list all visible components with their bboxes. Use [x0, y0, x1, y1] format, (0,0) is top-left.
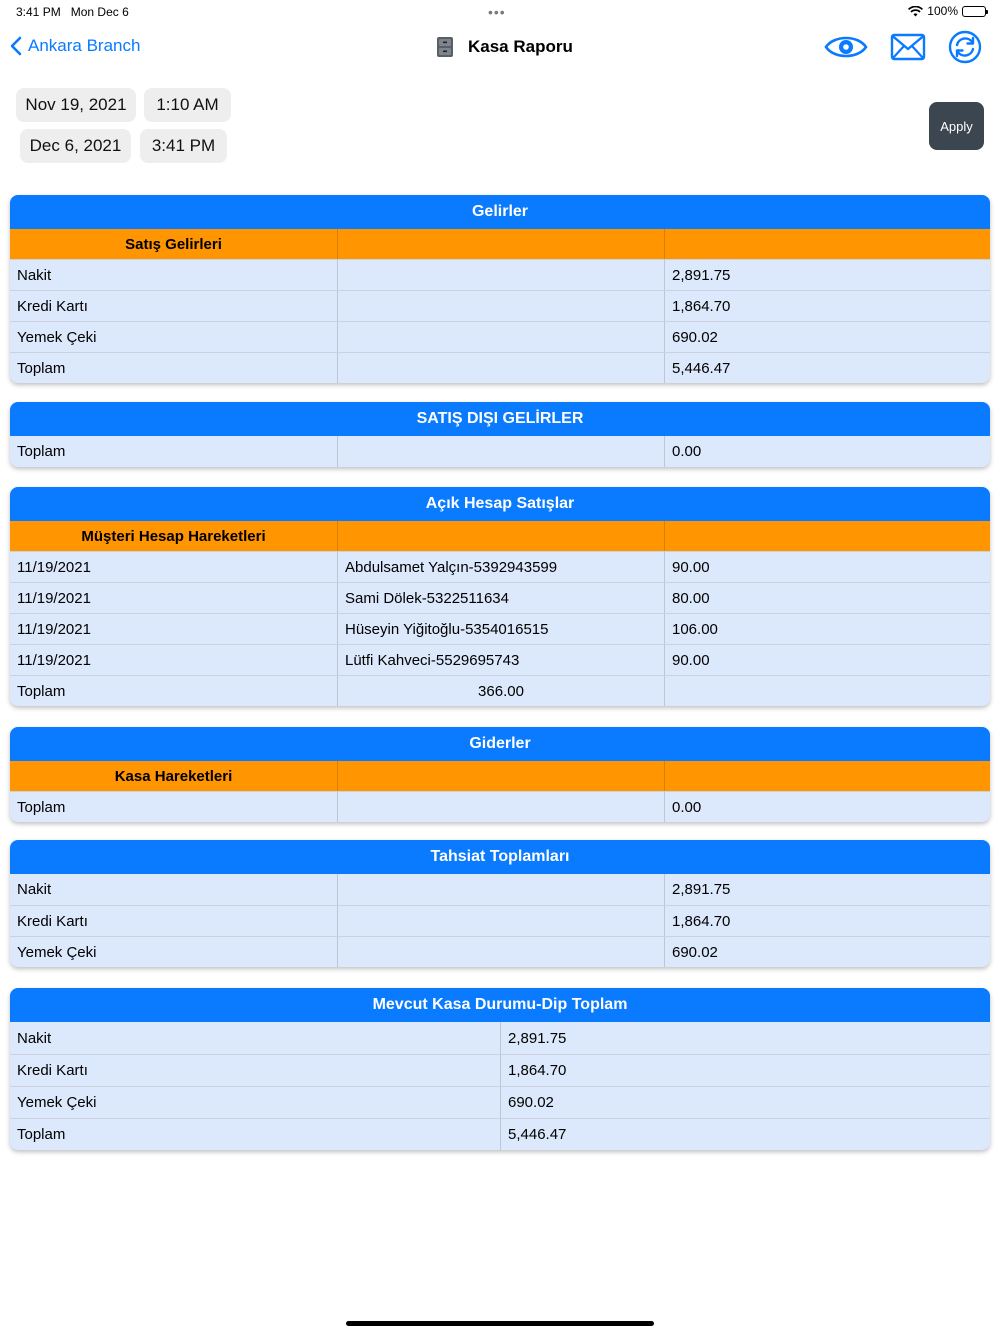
row-value: 2,891.75: [500, 1022, 990, 1054]
battery-percent: 100%: [927, 4, 958, 18]
row-label: Nakit: [17, 881, 52, 898]
eye-icon: [824, 32, 868, 62]
card-title: Mevcut Kasa Durumu-Dip Toplam: [10, 988, 990, 1022]
subheader-row: [10, 761, 990, 791]
total-row: [10, 352, 990, 383]
row-label: Kredi Kartı: [17, 1062, 88, 1079]
row-value: 1,864.70: [500, 1055, 990, 1086]
status-bar: [0, 0, 1000, 26]
status-right: [908, 4, 986, 18]
tahsilat-card: [10, 840, 990, 967]
wifi-icon: [908, 6, 923, 17]
title-text: Kasa Raporu: [468, 37, 573, 56]
table-row: [10, 905, 990, 936]
subheader-empty: [664, 521, 990, 551]
row-label: Nakit: [17, 266, 52, 284]
row-label: Yemek Çeki: [17, 943, 97, 961]
satis-disi-card: [10, 402, 990, 467]
row-empty: [337, 937, 664, 967]
row-value: 0.00: [664, 436, 990, 467]
back-label: Ankara Branch: [28, 36, 141, 55]
row-value: 690.02: [664, 322, 990, 352]
row-label: Yemek Çeki: [17, 328, 97, 346]
row-empty: [337, 874, 664, 905]
row-empty: [337, 792, 664, 822]
subheader-empty: [337, 761, 664, 791]
end-date-picker[interactable]: Dec 6, 2021: [20, 129, 131, 163]
row-date: 11/19/2021: [17, 589, 91, 607]
end-time-picker[interactable]: 3:41 PM: [140, 129, 227, 163]
row-value: 1,864.70: [664, 291, 990, 321]
chevron-left-icon: [10, 36, 22, 56]
row-value: 690.02: [664, 937, 990, 967]
subheader-row: [10, 521, 990, 551]
card-title: SATIŞ DIŞI GELİRLER: [10, 402, 990, 436]
subheader-empty: [337, 521, 664, 551]
refresh-icon: [948, 30, 982, 64]
row-value: 1,864.70: [664, 906, 990, 936]
row-value: 690.02: [500, 1087, 990, 1118]
table-row: [10, 1086, 990, 1118]
row-customer: Abdulsamet Yalçın-5392943599: [337, 552, 664, 582]
row-value: 0.00: [664, 792, 990, 822]
nav-actions: [824, 30, 982, 64]
mail-icon: [890, 33, 926, 61]
row-label: Kredi Kartı: [17, 297, 88, 315]
giderler-card: [10, 727, 990, 822]
page-title: [436, 36, 573, 58]
row-date: 11/19/2021: [17, 651, 91, 669]
cabinet-icon: [436, 36, 454, 58]
row-label: Kredi Kartı: [17, 912, 88, 930]
total-row: [10, 1118, 990, 1150]
row-date: 11/19/2021: [17, 558, 91, 576]
total-row: [10, 791, 990, 822]
row-customer: Lütfi Kahveci-5529695743: [337, 645, 664, 675]
row-label: Toplam: [17, 1126, 66, 1143]
row-amount: 80.00: [664, 583, 990, 613]
row-value: 2,891.75: [664, 260, 990, 290]
card-title: Açık Hesap Satışlar: [10, 487, 990, 521]
card-title: Giderler: [10, 727, 990, 761]
start-time-picker[interactable]: 1:10 AM: [144, 88, 231, 122]
email-button[interactable]: [890, 33, 926, 61]
refresh-button[interactable]: [948, 30, 982, 64]
gelirler-card: [10, 195, 990, 383]
table-row: [10, 1022, 990, 1054]
battery-icon: [962, 6, 986, 17]
acik-hesap-card: [10, 487, 990, 706]
back-button[interactable]: [10, 36, 140, 56]
navigation-bar: [0, 26, 1000, 72]
row-label: Toplam: [17, 798, 66, 816]
row-label: Toplam: [17, 359, 66, 377]
row-label: Toplam: [17, 682, 66, 700]
table-row: [10, 259, 990, 290]
total-row: [10, 436, 990, 467]
multitasking-dots[interactable]: •••: [488, 4, 506, 20]
table-row: [10, 644, 990, 675]
row-amount: 106.00: [664, 614, 990, 644]
row-customer: Sami Dölek-5322511634: [337, 583, 664, 613]
row-empty: [337, 322, 664, 352]
table-row: [10, 321, 990, 352]
subheader-empty: [337, 229, 664, 259]
row-label: Nakit: [17, 1029, 52, 1047]
total-row: [10, 675, 990, 706]
table-row: [10, 613, 990, 644]
subheader-row: [10, 229, 990, 259]
row-empty: [337, 436, 664, 467]
subheader-empty: [664, 229, 990, 259]
preview-button[interactable]: [824, 32, 868, 62]
start-date-picker[interactable]: Nov 19, 2021: [16, 88, 136, 122]
row-value: 5,446.47: [664, 353, 990, 383]
table-row: [10, 290, 990, 321]
row-customer: Hüseyin Yiğitoğlu-5354016515: [337, 614, 664, 644]
table-row: [10, 582, 990, 613]
row-amount: 90.00: [664, 645, 990, 675]
home-indicator[interactable]: [346, 1321, 654, 1326]
row-date: 11/19/2021: [17, 620, 91, 638]
table-row: [10, 936, 990, 967]
table-row: [10, 551, 990, 582]
row-value: 5,446.47: [500, 1119, 990, 1150]
row-empty: [337, 260, 664, 290]
table-row: [10, 1054, 990, 1086]
row-label: Toplam: [17, 443, 66, 460]
status-time: 3:41 PM Mon Dec 6: [16, 5, 129, 19]
apply-button[interactable]: Apply: [929, 102, 984, 150]
subheader-label: Müşteri Hesap Hareketleri: [81, 527, 266, 545]
row-label: Yemek Çeki: [17, 1094, 97, 1111]
mevcut-kasa-card: [10, 988, 990, 1150]
subheader-empty: [664, 761, 990, 791]
row-empty: [337, 906, 664, 936]
row-amount: 90.00: [664, 552, 990, 582]
row-empty: [337, 353, 664, 383]
table-row: [10, 874, 990, 905]
subheader-label: Satış Gelirleri: [125, 235, 222, 253]
card-title: Gelirler: [10, 195, 990, 229]
row-empty: [664, 676, 990, 706]
row-total-value: 366.00: [337, 676, 664, 706]
card-title: Tahsiat Toplamları: [10, 840, 990, 874]
row-value: 2,891.75: [664, 874, 990, 905]
subheader-label: Kasa Hareketleri: [114, 767, 233, 785]
row-empty: [337, 291, 664, 321]
